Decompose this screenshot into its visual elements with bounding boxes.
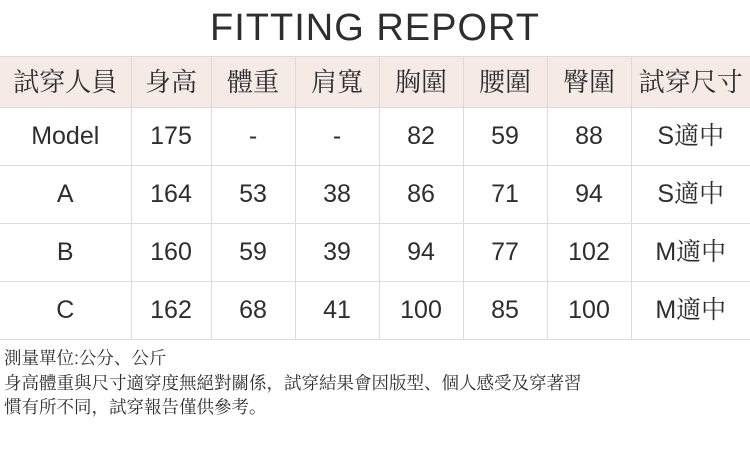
cell-size: S適中 bbox=[631, 107, 750, 165]
table-header-row bbox=[0, 56, 750, 107]
cell-height: 175 bbox=[131, 107, 211, 165]
column-header-weight: 體重 bbox=[211, 56, 295, 107]
cell-shoulder: 38 bbox=[295, 165, 379, 223]
footnotes bbox=[0, 340, 750, 421]
cell-person: C bbox=[0, 281, 131, 339]
table-row bbox=[0, 281, 750, 339]
table-row bbox=[0, 107, 750, 165]
cell-shoulder: 41 bbox=[295, 281, 379, 339]
cell-person: B bbox=[0, 223, 131, 281]
cell-person: A bbox=[0, 165, 131, 223]
column-header-shoulder: 肩寬 bbox=[295, 56, 379, 107]
cell-shoulder: - bbox=[295, 107, 379, 165]
cell-size: S適中 bbox=[631, 165, 750, 223]
cell-weight: - bbox=[211, 107, 295, 165]
fitting-report-table bbox=[0, 56, 750, 340]
cell-height: 160 bbox=[131, 223, 211, 281]
cell-bust: 86 bbox=[379, 165, 463, 223]
column-header-person: 試穿人員 bbox=[0, 56, 131, 107]
table-row bbox=[0, 165, 750, 223]
cell-hip: 88 bbox=[547, 107, 631, 165]
page-title: FITTING REPORT bbox=[210, 7, 540, 49]
table-header bbox=[0, 56, 750, 107]
cell-weight: 59 bbox=[211, 223, 295, 281]
cell-height: 162 bbox=[131, 281, 211, 339]
table-row bbox=[0, 223, 750, 281]
cell-hip: 102 bbox=[547, 223, 631, 281]
column-header-hip: 臀圍 bbox=[547, 56, 631, 107]
cell-weight: 53 bbox=[211, 165, 295, 223]
cell-waist: 71 bbox=[463, 165, 547, 223]
cell-person: Model bbox=[0, 107, 131, 165]
column-header-waist: 腰圍 bbox=[463, 56, 547, 107]
cell-bust: 100 bbox=[379, 281, 463, 339]
cell-size: M適中 bbox=[631, 281, 750, 339]
cell-bust: 94 bbox=[379, 223, 463, 281]
cell-size: M適中 bbox=[631, 223, 750, 281]
footnote-disclaimer-line1: 身高體重與尺寸適穿度無絕對關係，試穿結果會因版型、個人感受及穿著習 bbox=[4, 372, 582, 393]
cell-bust: 82 bbox=[379, 107, 463, 165]
column-header-size: 試穿尺寸 bbox=[631, 56, 750, 107]
cell-hip: 100 bbox=[547, 281, 631, 339]
cell-waist: 85 bbox=[463, 281, 547, 339]
cell-height: 164 bbox=[131, 165, 211, 223]
cell-hip: 94 bbox=[547, 165, 631, 223]
table-body bbox=[0, 107, 750, 339]
footnote-disclaimer-line2: 慣有所不同，試穿報告僅供參考。 bbox=[4, 397, 267, 418]
column-header-bust: 胸圍 bbox=[379, 56, 463, 107]
cell-waist: 77 bbox=[463, 223, 547, 281]
column-header-height: 身高 bbox=[131, 56, 211, 107]
cell-waist: 59 bbox=[463, 107, 547, 165]
cell-shoulder: 39 bbox=[295, 223, 379, 281]
footnote-units: 測量單位:公分、公斤 bbox=[4, 347, 167, 368]
cell-weight: 68 bbox=[211, 281, 295, 339]
